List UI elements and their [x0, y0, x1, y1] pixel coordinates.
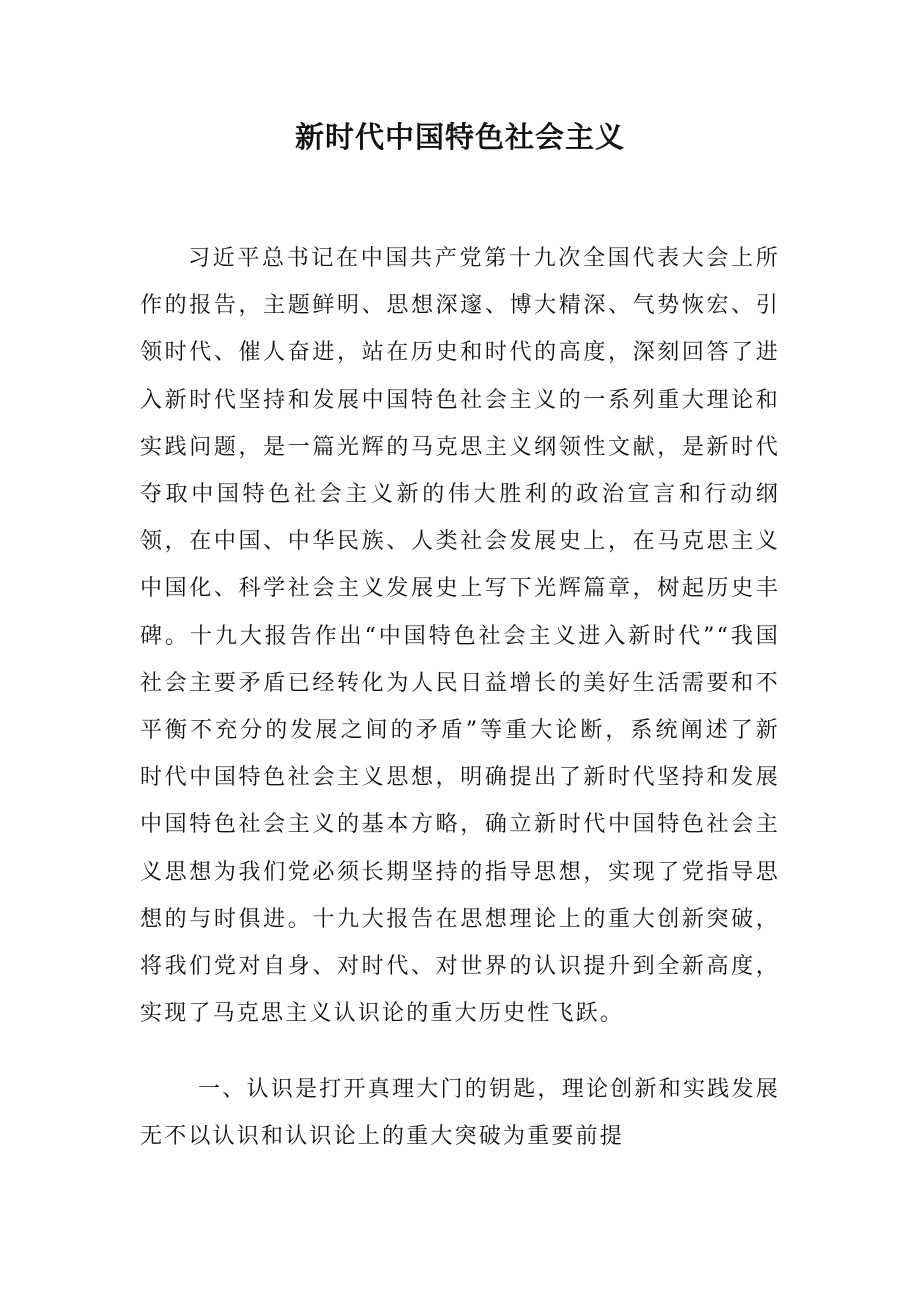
body-paragraph-intro: 习近平总书记在中国共产党第十九次全国代表大会上所作的报告，主题鲜明、思想深邃、博大精深、气势恢宏、引领时代、催人奋进，站在历史和时代的高度，深刻回答了进入新时代坚持和发展中国特色社会主义的一系列重大理论和实践问题，是一篇光辉的马克思主义纲领性文献，是新时代夺取中国特色社会主义新的伟大胜利的政治宣言和行动纲领，在中国、中华民族、人类社会发展史上，在马克思主义中国化、科学社会主义发展史上写下光辉篇章，树起历史丰碑。十九大报告作出“中国特色社会主义进入新时代”“我国社会主要矛盾已经转化为人民日益增长的美好生活需要和不平衡不充分的发展之间的矛盾”等重大论断，系统阐述了新时代中国特色社会主义思想，明确提出了新时代坚持和发展中国特色社会主义的基本方略，确立新时代中国特色社会主义思想为我们党必须长期坚持的指导思想，实现了党指导思想的与时俱进。十九大报告在思想理论上的重大创新突破，将我们党对自身、对时代、对世界的认识提升到全新高度，实现了马克思主义认识论的重大历史性飞跃。	[140, 246, 780, 1027]
section-heading-one: 一、认识是打开真理大门的钥匙，理论创新和实践发展无不以认识和认识论上的重大突破为重要前提	[140, 1077, 780, 1150]
document-title: 新时代中国特色社会主义	[294, 120, 625, 154]
